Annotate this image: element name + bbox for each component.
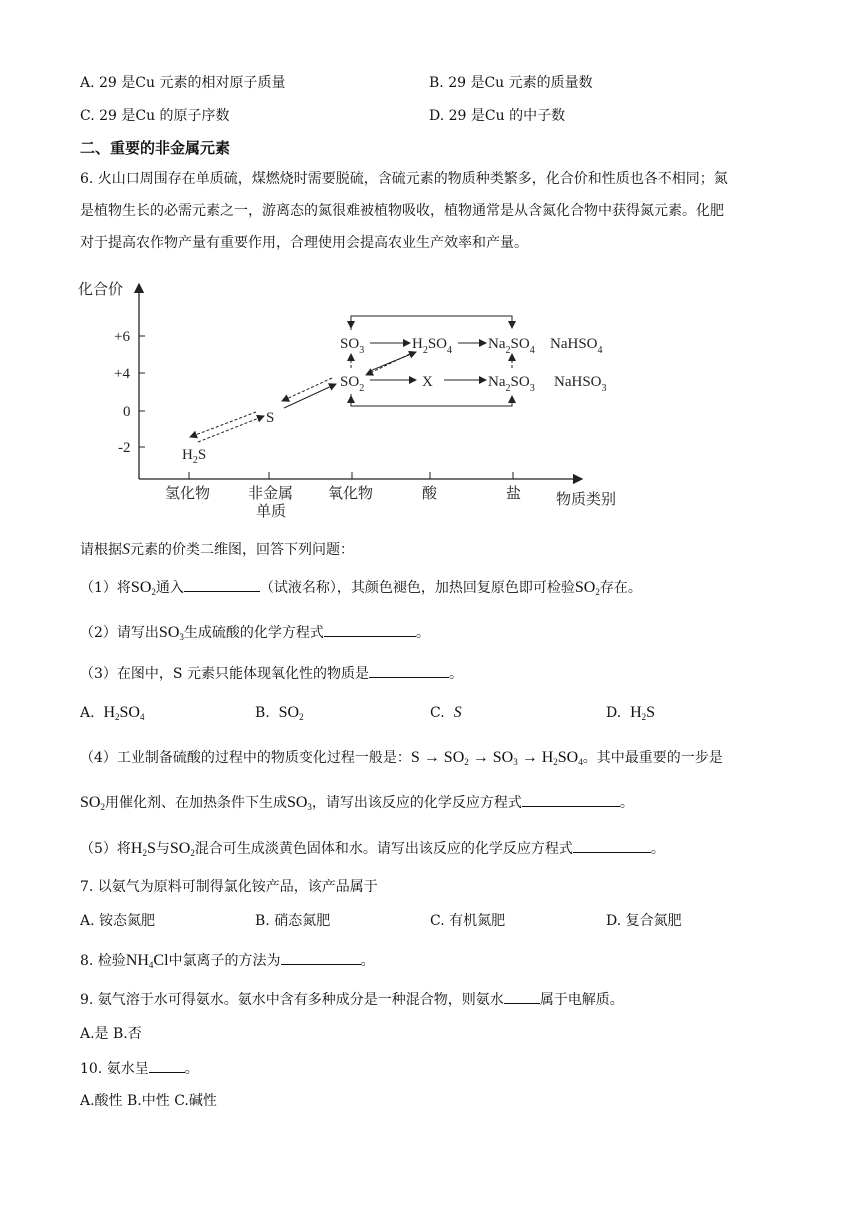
q9-options[interactable]: A.是 B.否 [80, 1026, 142, 1042]
q10-stem: 10. 氨水呈 。 [80, 1058, 199, 1079]
q7-option-d[interactable]: D. 复合氮肥 [606, 913, 682, 929]
q6-sub1: （1）将$SO_2$通入 （试液名称），其颜色褪色，加热回复原色即可检验$SO_2$存在。 [80, 579, 642, 597]
answer-blank[interactable] [522, 792, 620, 807]
y-tick-minus2: -2 [118, 440, 131, 456]
answer-blank[interactable] [281, 950, 361, 965]
sulfur-valence-diagram [70, 272, 640, 522]
y-tick-plus6: +6 [114, 329, 130, 345]
q6-intro-line3: 对于提高农作物产量有重要作用，合理使用会提高农业生产效率和产量。 [80, 235, 528, 251]
q6-sub2: （2）请写出$SO_3$生成硫酸的化学方程式 。 [80, 624, 430, 642]
answer-blank[interactable] [324, 622, 416, 637]
q5-option-b: B. 29 是Cu 元素的质量数 [429, 75, 593, 91]
arrow-h2s-to-s [198, 416, 264, 442]
species-nahso4: NaHSO$_4$ [550, 336, 603, 356]
arrow-so3-to-na2so4 [351, 316, 512, 330]
q6-sub3-option-b[interactable]: B. $SO_2$ [255, 704, 304, 722]
q7-option-b[interactable]: B. 硝态氮肥 [255, 913, 331, 929]
q6-sub3: （3）在图中，S 元素只能体现氧化性的物质是 。 [80, 663, 463, 684]
species-h2s: $H_2S$ [182, 447, 207, 466]
q7-option-a[interactable]: A. 铵态氮肥 [80, 913, 156, 929]
species-na2so3: $Na_2SO_3$ [488, 374, 535, 394]
x-tick-hydride: 氢化物 [165, 484, 211, 502]
arrow-so2-to-h2so4 [370, 352, 416, 371]
species-h2so4: $H_2SO_4$ [412, 336, 453, 356]
y-tick-plus4: +4 [114, 366, 130, 382]
answer-blank[interactable] [184, 577, 260, 592]
arrow-s-to-so2 [284, 384, 336, 408]
y-axis-label: 化合价 [78, 280, 124, 298]
q6-prompt: 请根据S元素的价类二维图，回答下列问题： [80, 541, 354, 558]
species-x: X [422, 374, 433, 390]
q10-options[interactable]: A.酸性 B.中性 C.碱性 [80, 1093, 217, 1109]
species-na2so4: $Na_2SO_4$ [488, 336, 535, 356]
answer-blank[interactable] [369, 663, 449, 678]
species-s: S [266, 410, 275, 426]
answer-blank[interactable] [149, 1058, 185, 1073]
x-axis-label: 物质类别 [556, 490, 617, 508]
y-tick-0: 0 [123, 404, 131, 420]
q6-sub4-line1: （4）工业制备硫酸的过程中的物质变化过程一般是：$S \to SO_2 \to SO_3 \to H_2SO_4$。其中最重要的一步是 [80, 749, 723, 767]
x-tick-salt: 盐 [506, 484, 522, 502]
arrow-s-to-h2s [190, 412, 256, 437]
q7-stem: 7. 以氨气为原料可制得氯化铵产品，该产品属于 [80, 879, 378, 895]
species-nahso3: NaHSO$_3$ [554, 374, 607, 394]
answer-blank[interactable] [573, 838, 651, 853]
q9-stem: 9. 氨气溶于水可得氨水。氨水中含有多种成分是一种混合物，则氨水 属于电解质。 [80, 989, 624, 1010]
q5-option-c: C. 29 是Cu 的原子序数 [80, 108, 230, 124]
q6-sub3-option-a[interactable]: A. $H_2SO_4$ [80, 704, 145, 722]
species-so3: $SO_3$ [340, 336, 365, 356]
q8: 8. 检验$NH_4Cl$中氯离子的方法为 。 [80, 952, 375, 970]
x-tick-acid: 酸 [422, 484, 438, 502]
q6-intro-line2: 是植物生长的必需元素之一，游离态的氮很难被植物吸收，植物通常是从含氮化合物中获得氮元素。化肥 [80, 203, 724, 219]
q5-option-d: D. 29 是Cu 的中子数 [429, 108, 566, 124]
q6-intro-line1: 6. 火山口周围存在单质硫，煤燃烧时需要脱硫，含硫元素的物质种类繁多，化合价和性质也各不相同；氮 [80, 171, 728, 187]
q7-option-c[interactable]: C. 有机氮肥 [430, 913, 506, 929]
arrow-so2-to-na2so3 [351, 394, 512, 406]
q6-sub5: （5）将$H_2S$与$SO_2$混合可生成淡黄色固体和水。请写出该反应的化学反应方程式 。 [80, 840, 665, 858]
section-title: 二、重要的非金属元素 [80, 139, 231, 157]
answer-blank[interactable] [504, 989, 540, 1004]
x-tick-nonmetal: 非金属 [248, 484, 294, 502]
q6-sub4-line2: $SO_2$用催化剂、在加热条件下生成$SO_3$，请写出该反应的化学反应方程式 。 [80, 794, 634, 812]
species-so2: $SO_2$ [340, 374, 365, 394]
x-tick-oxide: 氧化物 [328, 484, 374, 502]
x-tick-element: 单质 [256, 502, 287, 520]
q6-sub3-option-c[interactable]: C. S [430, 704, 462, 721]
q5-option-a: A. 29 是Cu 元素的相对原子质量 [80, 75, 286, 91]
q6-sub3-option-d[interactable]: D. $H_2S$ [606, 704, 656, 722]
